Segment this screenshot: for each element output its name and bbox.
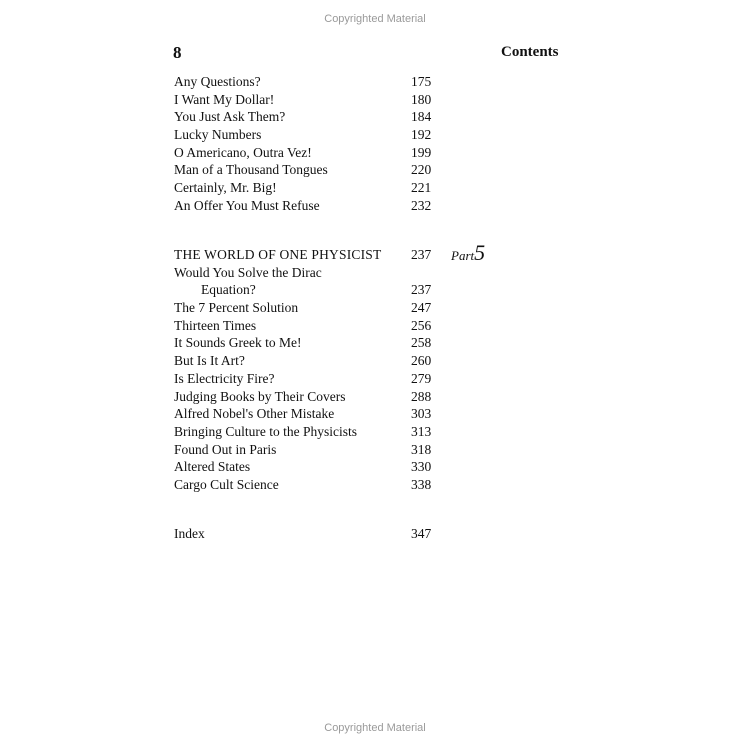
toc-entry (174, 161, 444, 179)
toc-section-3 (174, 525, 444, 543)
toc-entry-title: Cargo Cult Science (174, 476, 279, 492)
toc-entry (174, 281, 444, 299)
toc-entry-page: 237 (411, 247, 432, 262)
toc-entry (174, 179, 444, 197)
toc-entry-page: 175 (411, 74, 432, 89)
toc-entry-page: 258 (411, 335, 432, 351)
toc-entry-title: Bringing Culture to the Physicists (174, 423, 358, 439)
toc-entry (174, 476, 444, 494)
page-number: 8 (173, 43, 182, 62)
toc-entry-title: Judging Books by Their Covers (174, 388, 346, 404)
toc-entry (174, 144, 444, 162)
toc-entry (174, 405, 444, 423)
toc-entry-page: 247 (411, 300, 432, 316)
part-word: Part (451, 248, 475, 263)
toc-entry (174, 197, 444, 215)
toc-entry-title: Certainly, Mr. Big! (174, 180, 277, 196)
toc-entry-page: 347 (411, 526, 432, 541)
toc-section-2 (174, 246, 444, 494)
toc-entry-title: Altered States (174, 459, 251, 475)
toc-entry (174, 388, 444, 406)
toc-entry-page: 192 (411, 127, 432, 143)
toc-entry-title: Lucky Numbers (174, 127, 262, 143)
watermark-top: Copyrighted Material (324, 13, 426, 25)
toc-entry-title: Man of a Thousand Tongues (174, 162, 328, 178)
toc-entry (174, 264, 444, 282)
toc-entry (174, 525, 444, 543)
toc-entry-title: But Is It Art? (174, 353, 245, 369)
toc-entry-page: 318 (411, 441, 432, 457)
toc-entry-page: 220 (411, 162, 432, 178)
toc-entry (174, 458, 444, 476)
toc-entry-title: Found Out in Paris (174, 441, 277, 457)
part-label (451, 240, 485, 266)
running-head: Contents (501, 44, 559, 60)
toc-entry-page: 221 (411, 180, 432, 196)
toc-entry (174, 423, 444, 441)
toc-entry-title: Is Electricity Fire? (174, 370, 275, 386)
toc-entry (174, 73, 444, 91)
toc-entry-page: 330 (411, 459, 432, 475)
toc-entry-page: 313 (411, 423, 432, 439)
toc-entry-page: 237 (411, 282, 432, 298)
toc-entry-title: You Just Ask Them? (174, 109, 286, 125)
toc-entry-title: Equation? (201, 282, 256, 298)
toc-entry-title: O Americano, Outra Vez! (174, 144, 312, 160)
toc-entry-page: 180 (411, 91, 432, 107)
toc-entry-page: 338 (411, 476, 432, 492)
toc-entry-page: 232 (411, 197, 432, 213)
toc-entry (174, 299, 444, 317)
toc-section-1 (174, 73, 444, 215)
toc-entry-title: Would You Solve the Dirac (174, 264, 322, 280)
toc-entry (174, 370, 444, 388)
toc-entry-title: I Want My Dollar! (174, 91, 275, 107)
toc-entry-page: 256 (411, 317, 432, 333)
toc-entry-title: THE WORLD OF ONE PHYSICIST (174, 247, 382, 262)
toc-entry-title: Index (174, 526, 205, 541)
toc-entry-title: The 7 Percent Solution (174, 300, 299, 316)
toc-entry (174, 91, 444, 109)
toc-entry-page: 199 (411, 144, 432, 160)
toc-entry (174, 441, 444, 459)
toc-entry-title: Any Questions? (174, 74, 261, 89)
toc-entry (174, 126, 444, 144)
part-number: 5 (474, 240, 486, 265)
toc-entry (174, 352, 444, 370)
toc-entry (174, 334, 444, 352)
toc-entry-title: Thirteen Times (174, 317, 257, 333)
toc-entry-page: 279 (411, 370, 432, 386)
watermark-bottom: Copyrighted Material (324, 722, 426, 734)
toc-entry-title: It Sounds Greek to Me! (174, 335, 302, 351)
toc-entry-title: Alfred Nobel's Other Mistake (174, 406, 335, 422)
toc-entry-title: An Offer You Must Refuse (174, 197, 320, 213)
toc-entry-page: 260 (411, 353, 432, 369)
toc-entry (174, 108, 444, 126)
toc-entry-page: 303 (411, 406, 432, 422)
toc-entry-page: 184 (411, 109, 432, 125)
toc-part-heading (174, 246, 444, 264)
toc-entry-page: 288 (411, 388, 432, 404)
toc-entry (174, 317, 444, 335)
